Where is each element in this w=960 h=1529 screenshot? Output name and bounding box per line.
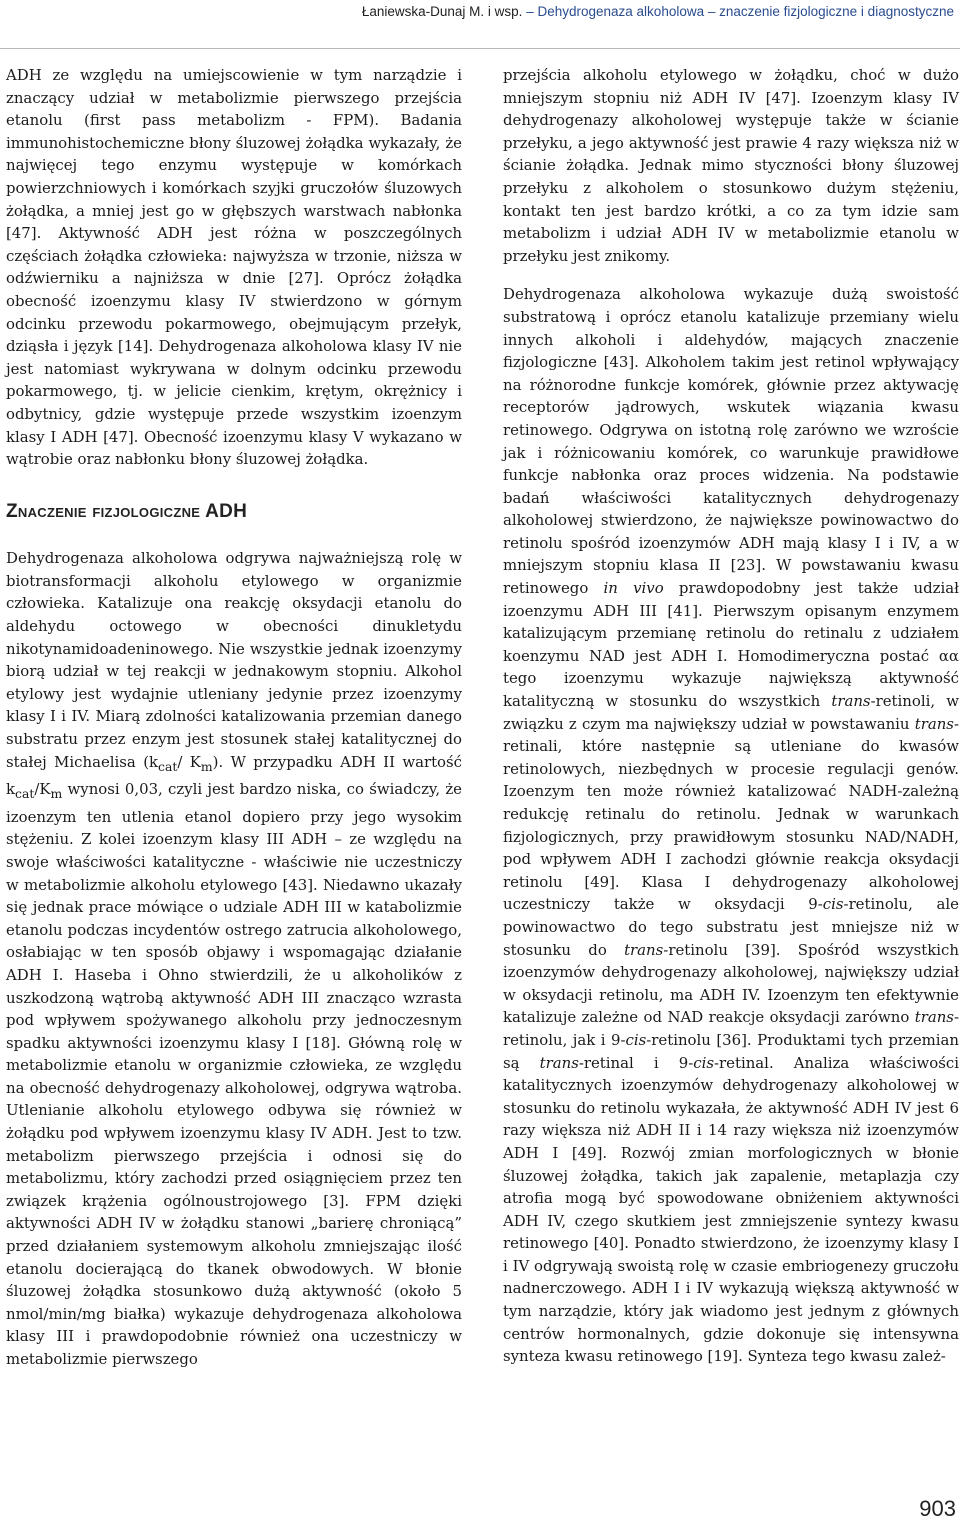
left-paragraph-2-part-b: ). W przypadku ADH II wartość k: [6, 752, 463, 799]
slash-k: / K: [177, 752, 201, 771]
italic-cis-3: cis: [693, 1053, 714, 1072]
subscript-cat-2: cat: [15, 786, 35, 802]
right-p2-part-d: -retinali, które następnie są utleniane do kwasów retinolowych, niezbędnych w procesie regulacji genów. Izoenzym ten może również katalizować NADH-zależną redukcję retinalu do retinolu. Jednak w warunkach fizjologicznych, przy prawidłowym stosunku NAD/NADH, pod wpływem ADH I zachodzi głównie reakcja oksydacji retinolu [49]. Klasa I dehydrogenazy alkoholowej uczestniczy także w oksydacji 9-: [503, 714, 959, 914]
right-p2-part-a: Dehydrogenaza alkoholowa wykazuje dużą swoistość substratową i oprócz etanolu katalizuje przemiany wielu innych alkoholi i aldehydów, mających znaczenie fizjologiczne [43]. Alkoholem takim jest retinol wpływający na różnorodne funkcje komórek, głównie przez aktywację receptorów jądrowych, wskutek wiązania kwasu retinowego. Odgrywa on istotną rolę zarówno we wzroście jak i różnicowaniu komórek, co warunkuje prawidłowe funkcje nabłonka oraz proces widzenia. Na podstawie badań właściwości katalitycznych dehydrogenazy alkoholowej stwierdzono, że największe powinowactwo do retinolu spośród izoenzymów ADH mają klasy I i IV, a w mniejszym stopniu klasa II [23]. W powstawaniu kwasu retinowego: [503, 285, 959, 598]
right-paragraph-1: przejścia alkoholu etylowego w żołądku, choć w dużo mniejszym stopniu niż ADH IV [47]. Izoenzym klasy IV dehydrogenazy alkoholowej występuje także w ścianie przełyku, a jego aktywność jest prawie 4 razy większa niż w ścianie żołądka. Jednak mimo styczności błony śluzowej przełyku z alkoholem o stosunkowo dużym stężeniu, kontakt ten jest bardzo krótki, a co za tym idzie sam metabolizm i udział ADH IV w metabolizmie etanolu w przełyku jest znikomy.: [503, 66, 959, 265]
subscript-cat: cat: [158, 758, 178, 774]
running-head-authors: Łaniewska-Dunaj M. i wsp.: [361, 4, 523, 19]
left-paragraph-1: ADH ze względu na umiejscowienie w tym narządzie i znaczący udział w metabolizmie pierwszego przejścia etanolu (first pass metabolizm - FPM). Badania immunohistochemiczne błony śluzowej żołądka wykazały, że najwięcej tego enzymu występuje w komórkach powierzchniowych i komórkach szyjki gruczołów śluzowych żołądka, a mniej jest go w głębszych warstwach nabłonka [47]. Aktywność ADH jest różna w poszczególnych częściach żołądka człowieka: najwyższa w trzonie, niższa w odźwierniku a najniższa w dnie [27]. Oprócz żołądka obecność izoenzymu klasy IV stwierdzono w górnym odcinku przewodu pokarmowego, obejmującym przełyk, dziąsła i język [14]. Dehydrogenaza alkoholowa klasy IV nie jest natomiast wykrywana w dolnym odcinku przewodu pokarmowego, tj. w jelicie cienkim, krętym, okrężnicy i odbytnicy, gdzie występuje przede wszystkim izoenzym klasy I ADH [47]. Obecność izoenzymu klasy V wykazano w wątrobie oraz nabłonku błony śluzowej żołądka.: [6, 66, 462, 469]
right-p2-part-j: -retinal. Analiza właściwości katalitycznych izoenzymów dehydrogenazy alkoholowej w stosunku do retinolu wykazała, że aktywność ADH IV jest 6 razy większa niż ADH II i 14 razy większa niż izoenzymów ADH I [49]. Rozwój zmian morfologicznych w błonie śluzowej żołądka, takich jak zapalenie, metaplazja czy atrofia mogą być spowodowane obniżeniem aktywności ADH IV, czego skutkiem jest zmniejszenie syntezy kwasu retinowego [40]. Ponadto stwierdzono, że izoenzymy klasy I i IV odgrywają swoistą rolę w czasie embriogenezy gruczołu nadnerczowego. ADH I i IV wykazują większą aktywność w tym narządzie, który jak wiadomo jest jednym z głównych centrów hormonalnych, gdzie dokonuje się intensywna synteza kwasu retinowego [19]. Synteza tego kwasu zależ-: [503, 1053, 959, 1366]
italic-trans-4: trans: [914, 1008, 954, 1027]
right-p2-part-g: -retinolu, jak i 9-: [503, 1008, 959, 1049]
right-column: [503, 64, 959, 1368]
left-paragraph-2-part-c: wynosi 0,03, czyli jest bardzo niska, co świadczy, że izoenzym ten utlenia etanol dopiero przy jego wysokim stężeniu. Z kolei izoenzym klasy III ADH – ze względu na swoje właściwości katalityczne - właściwie nie uczestniczy w metabolizmie alkoholu etylowego [43]. Niedawno ukazały się jednak prace mówiące o udziale ADH III w katabolizmie etanolu podczas incydentów ostrego zatrucia alkoholowego, osłabiając w ten sposób objawy i wspomagając działanie ADH I. Haseba i Ohno stwierdzili, że u alkoholików z uszkodzoną wątrobą aktywność ADH III znacząco wzrasta pod wpływem spożywanego alkoholu przy jednoczesnym spadku aktywności izoenzymu klasy I [18]. Główną rolę w metabolizmie etanolu w organizmie człowieka, ze względu na obecność dehydrogenazy alkoholowej, odgrywa wątroba. Utlenianie alkoholu etylowego odbywa się również w żołądku pod wpływem izoenzymu klasy IV ADH. Jest to tzw. metabolizm pierwszego przejścia i odnosi się do metabolizmu, który zachodzi przed osiągnięciem przez ten związek krążenia ogólnoustrojowego [3]. FPM dzięki aktywności ADH IV w żołądku stanowi „barierę chroniącą” przed działaniem systemowym alkoholu zmniejszając ilość etanolu docierającą do tkanek obwodowych. W błonie śluzowej żołądka stosunkowo dużą aktywność (około 5 nmol/min/mg białka) wykazuje dehydrogenaza alkoholowa klasy III i prawdopodobnie również ona uczestniczy w metabolizmie pierwszego: [6, 780, 462, 1368]
italic-cis-2: cis: [625, 1030, 647, 1049]
italic-trans-5: trans: [539, 1053, 579, 1072]
subscript-m: m: [200, 758, 213, 774]
italic-cis-1: cis: [822, 895, 844, 914]
subscript-m-2: m: [50, 786, 63, 802]
left-paragraph-2-part-a: Dehydrogenaza alkoholowa odgrywa najważniejszą rolę w biotransformacji alkoholu etylowego w organizmie człowieka. Katalizuje ona reakcję oksydacji etanolu do aldehydu octowego w obecności dinukletydu nikotynamidoadeninowego. Nie wszystkie jednak izoenzymy biorą udział w tej reakcji w jednakowym stopniu. Alkohol etylowy jest wydajnie utleniany jedynie przez izoenzymy klasy I i IV. Miarą zdolności katalizowania przemian danego substratu przez enzym jest stosunek stałej katalitycznej do stałej Michaelisa (k: [6, 549, 462, 771]
left-paragraph-2: [6, 547, 462, 1370]
italic-in-vivo: in vivo: [603, 579, 664, 598]
right-p2-part-b: prawdopodobny jest także udział izoenzymu ADH III [41]. Pierwszym opisanym enzymem katalizującym przemianę retinolu do retinalu z udziałem koenzymu NAD jest ADH I. Homodimeryczna postać αα tego izoenzymu wykazuje największą aktywność katalityczną w stosunku do wszystkich: [503, 579, 959, 711]
right-p2-part-i: -retinal i 9-: [578, 1053, 694, 1072]
right-paragraph-2: [503, 283, 959, 1368]
right-p2-part-f: -retinolu [39]. Spośród wszystkich izoenzymów dehydrogenazy alkoholowej, największy udział w oksydacji retinolu, ma ADH IV. Izoenzym ten efektywnie katalizuje zależne od NAD reakcje oksydacji zarówno: [503, 940, 959, 1027]
italic-trans-2: trans: [914, 714, 954, 733]
section-heading: Znaczenie fizjologiczne ADH: [6, 500, 248, 522]
running-head-separator: –: [526, 4, 534, 19]
page-number: 903: [919, 1496, 956, 1521]
right-p2-part-h: -retinolu [36]. Produktami tych przemian są: [503, 1030, 959, 1072]
right-p2-part-e: -retinolu, ale powinowactwo do tego substratu jest mniejsze niż w stosunku do: [503, 895, 959, 959]
running-head: [362, 4, 954, 19]
right-p2-part-c: -retinoli, w związku z czym ma największy udział w powstawaniu: [503, 692, 959, 733]
header-rule: [0, 48, 960, 49]
left-column: [6, 64, 462, 1371]
italic-trans-1: trans: [831, 692, 871, 711]
running-head-title: Dehydrogenaza alkoholowa – znaczenie fizjologiczne i diagnostyczne: [537, 4, 954, 19]
slash-k-2: /K: [34, 780, 51, 799]
italic-trans-3: trans: [624, 940, 664, 959]
